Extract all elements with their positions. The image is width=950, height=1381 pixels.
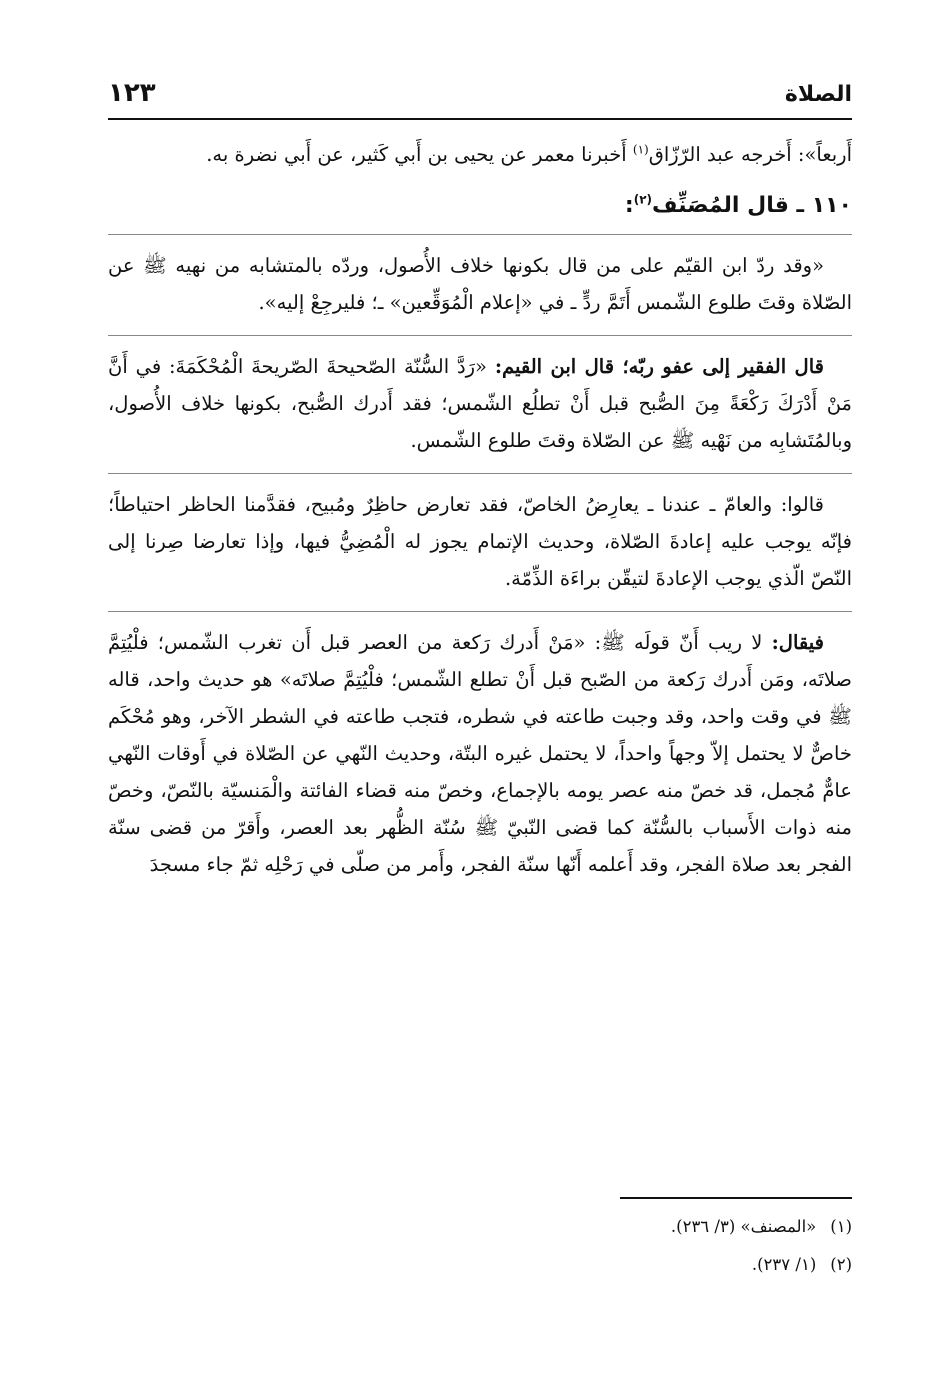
page-header: [108, 74, 852, 114]
footnote-2: [108, 1246, 852, 1284]
paragraph-body: «رَدَّ السُّنّة الصّحيحةَ الصّريحةَ الْمُحْكَمَةَ: في أَنَّ مَنْ أَدْرَكَ رَكْعَةً مِنَ الصُّبح قبل أَنْ تطلُع الشّمس؛ فقد أَدرك الصُّبح، بكونها خلاف الأُصول، وبالمُتَشابِه من نَهْيه ﷺ عن الصّلاة وقتَ طلوع الشّمس.: [108, 355, 852, 452]
footnote-1: [108, 1208, 852, 1246]
divider: [108, 335, 852, 336]
divider: [108, 234, 852, 235]
paragraph-ibn-qayyim: [108, 348, 852, 459]
footnote-ref-1: (١): [632, 142, 649, 157]
page-number: ١٢٣: [108, 78, 156, 108]
divider: [108, 473, 852, 474]
footnote-number: (١): [830, 1217, 852, 1236]
intro-text-b: أَخبرنا معمر عن يحيى بن أَبي كَثير، عن أَبي نضرة به.: [206, 143, 633, 166]
section-heading-colon: :: [624, 193, 634, 218]
paragraph-qalu: قالوا: والعامّ ـ عندنا ـ يعارِضُ الخاصّ، فقد تعارض حاظِرٌ ومُبيح، فقدَّمنا الحاظر احتياطاً؛ فإنّه يوجب عليه إعادةَ الصّلاة، وحديث الإتمام يجوز له الْمُضِيُّ فيها، وإذا تعارضا صِرنا إلى النّصّ الّذي يوجب الإعادةَ لتيقّن براءَة الذِّمّة.: [108, 493, 852, 590]
paragraph-lead: فيقال:: [771, 631, 824, 654]
running-title: الصلاة: [784, 82, 852, 107]
header-rule: [108, 118, 852, 120]
footnotes: [108, 1208, 852, 1284]
section-heading: [108, 187, 852, 224]
divider: [108, 611, 852, 612]
footnote-ref-2: (٢): [633, 192, 653, 207]
body-text: [108, 136, 852, 897]
paragraph-body: لا ريب أَنّ قولَه ﷺ: «مَنْ أَدرك رَكعة من العصر قبل أَن تغرب الشّمس؛ فلْيُتِمَّ صلاتَه، ومَن أَدرك رَكعة من الصّبح قبل أَنْ تطلع الشّمس؛ فلْيُتِمَّ صلاتَه» هو حديث واحد، قاله ﷺ في وقت واحد، وقد وجبت طاعته في شطره، فتجب طاعته في الشطر الآخر، وهو مُحْكَم خاصٌّ لا يحتمل إلاّ وجهاً واحداً، لا يحتمل غيره البتّة، وحديث النّهي عن الصّلاة في أَوقات النّهي عامٌّ مُجمل، قد خصّ منه عصر يومه بالإجماع، وخصّ منه قضاء الفائتة والْمَنسيّة بالنّصّ، وخصّ منه ذوات الأَسباب بالسُّنّة كما قضى النّبيّ ﷺ سُنّة الظُّهر بعد العصر، وأَقرّ من قضى سنّة الفجر بعد صلاة الفجر، وقد أَعلمه أَنّها سنّة الفجر، وأَمر من صلّى في رَحْلِه ثمّ جاء مسجدَ: [108, 631, 853, 876]
paragraph-lead: قال الفقير إلى عفو ربّه؛ قال ابن القيم:: [494, 355, 824, 378]
footnote-rule: [620, 1197, 852, 1199]
footnote-text: «المصنف» (٣/ ٢٣٦).: [670, 1217, 817, 1236]
paragraph-quote: «وقد ردّ ابن القيّم على من قال بكونها خلاف الأُصول، وردّه بالمتشابه من نهيه ﷺ عن الصّلاة وقتَ طلوع الشّمس أَتَمَّ ردٍّ ـ في «إعلام الْمُوَقِّعين» ـ؛ فليرجِعْ إليه».: [108, 254, 852, 314]
intro-paragraph: [108, 136, 852, 173]
paragraph-yuqal: [108, 624, 852, 883]
intro-text-a: أَربعاً»: أَخرجه عبد الرّزّاق: [648, 143, 852, 166]
section-heading-text: ١١٠ ـ قال المُصَنِّف: [652, 193, 852, 218]
footnote-number: (٢): [830, 1255, 852, 1274]
footnote-text: (١/ ٢٣٧).: [751, 1255, 817, 1274]
